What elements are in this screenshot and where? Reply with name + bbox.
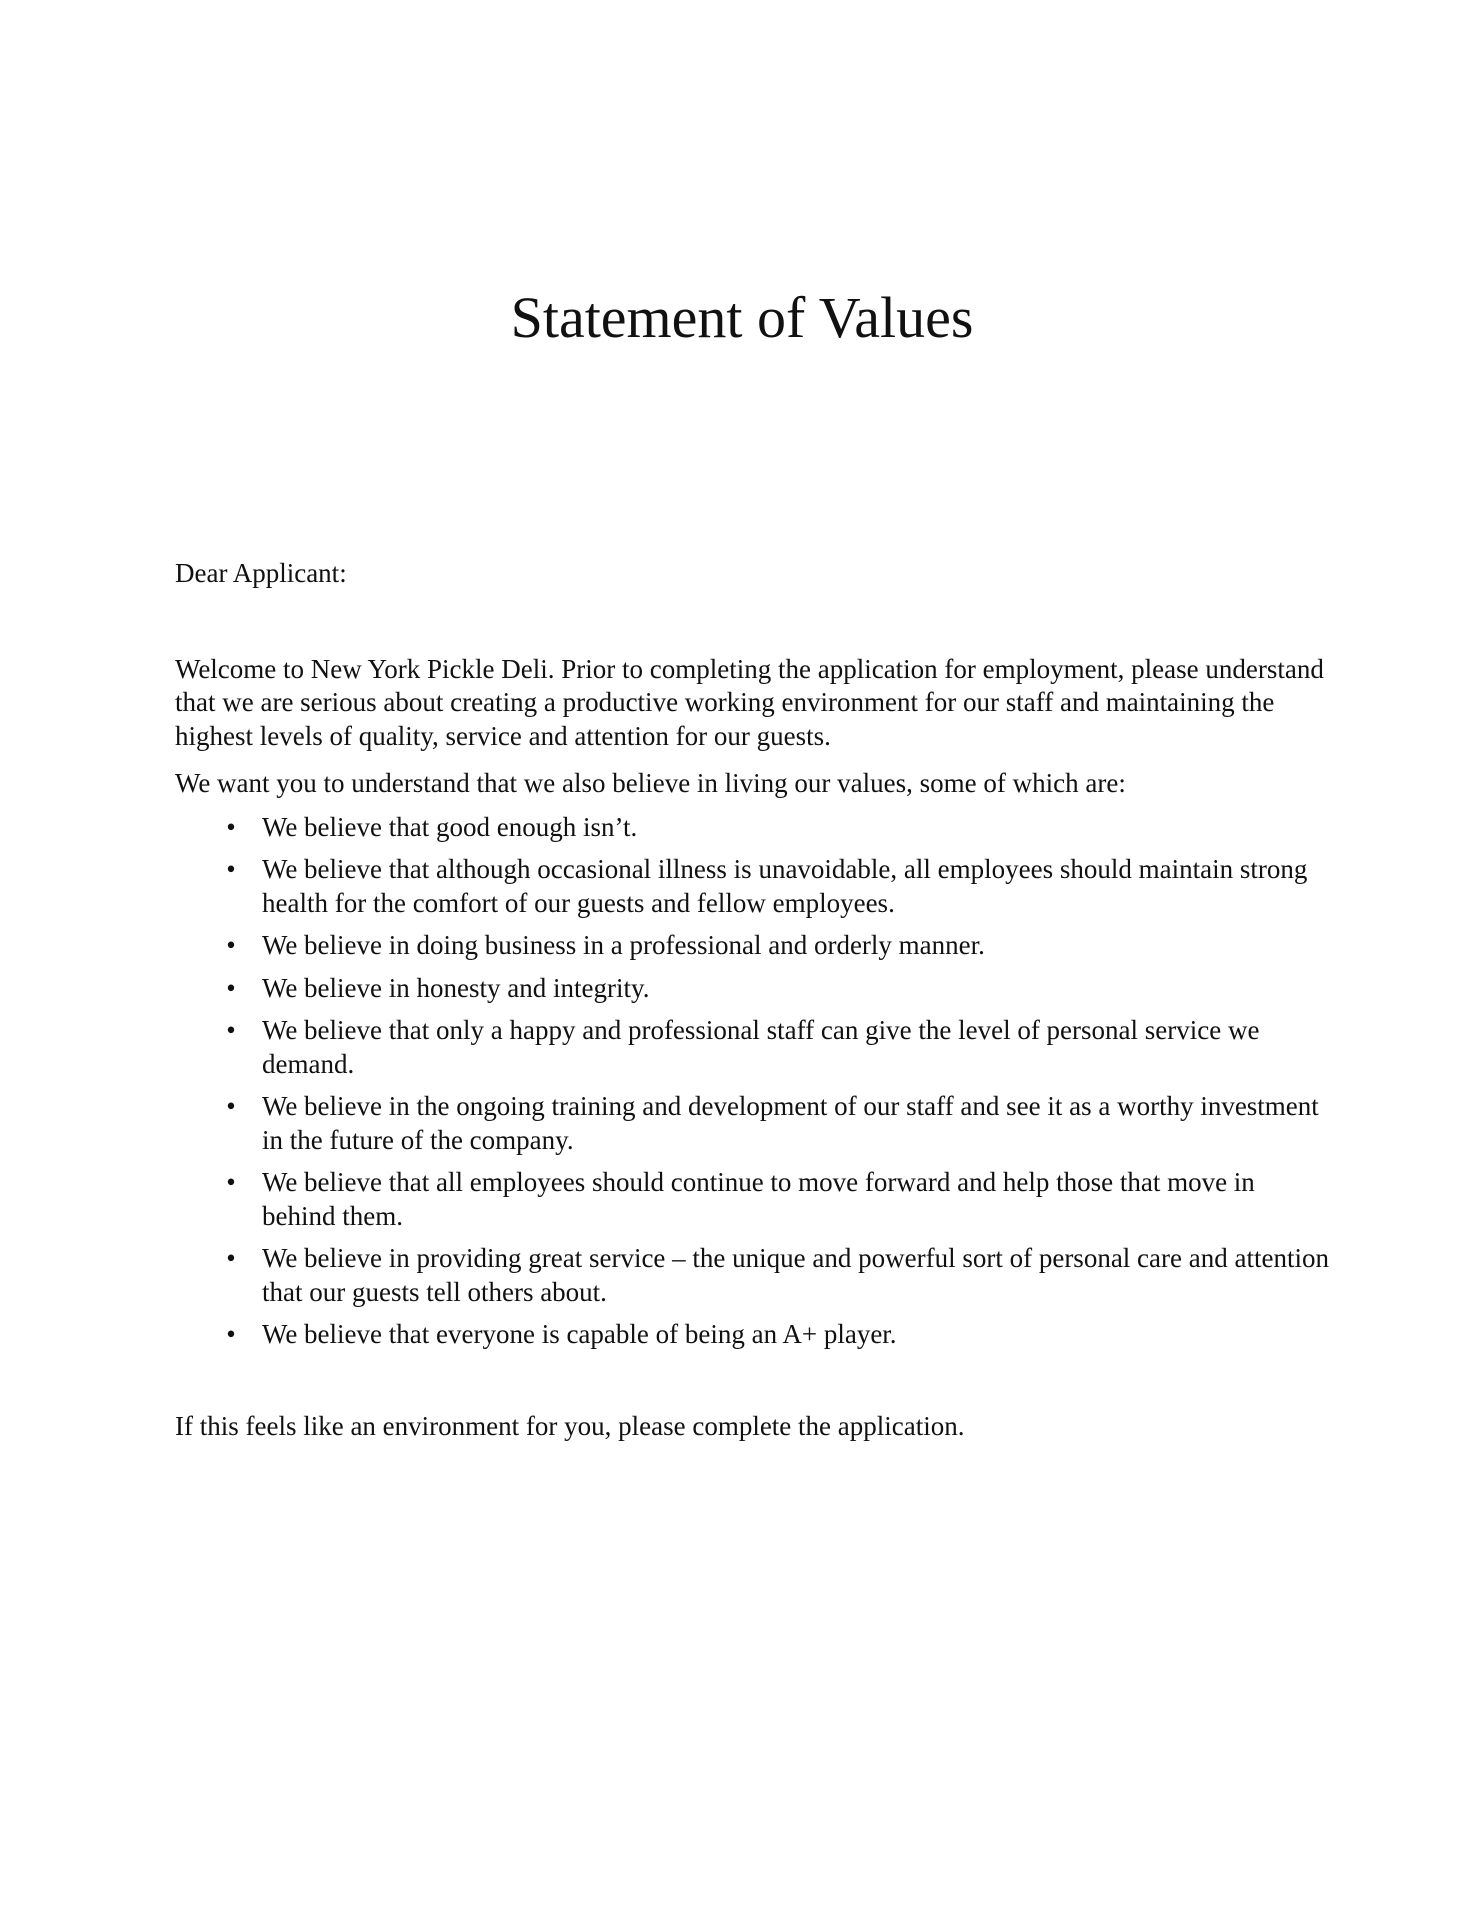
- value-text: We believe that good enough isn’t.: [262, 811, 638, 842]
- list-item: [175, 1318, 1335, 1352]
- list-item: [175, 853, 1335, 920]
- list-item: [175, 1014, 1335, 1081]
- closing-paragraph: If this feels like an environment for you, please complete the application.: [175, 1410, 965, 1441]
- document-title: Statement of Values: [510, 285, 974, 350]
- salutation: Dear Applicant:: [175, 558, 347, 588]
- bullet-icon: •: [226, 930, 236, 960]
- value-text: We believe in the ongoing training and development of our staff and see it as a worthy investment in the future of the company.: [262, 1091, 1319, 1155]
- value-text: We believe that all employees should continue to move forward and help those that move in behind them.: [262, 1167, 1255, 1231]
- bullet-icon: •: [226, 1167, 236, 1197]
- value-text: We believe in doing business in a professional and orderly manner.: [262, 930, 985, 960]
- list-item: [175, 929, 1335, 963]
- value-text: We believe in honesty and integrity.: [262, 972, 650, 1003]
- bullet-icon: •: [226, 1319, 236, 1349]
- value-text: We believe that although occasional illness is unavoidable, all employees should maintain strong health for the comfort of our guests and fellow employees.: [262, 854, 1308, 918]
- value-text: We believe in providing great service – the unique and powerful sort of personal care and attention that our guests tell others about.: [262, 1243, 1329, 1307]
- letter-body: [175, 557, 1335, 1443]
- list-item: [175, 1242, 1335, 1309]
- list-item: [175, 1090, 1335, 1157]
- intro-paragraph: Welcome to New York Pickle Deli. Prior to completing the application for employment, please understand that we are serious about creating a productive working environment for our staff and maintaining the highest levels of quality, service and attention for our guests.: [175, 653, 1324, 751]
- list-item: [175, 811, 1335, 845]
- bullet-icon: •: [226, 811, 236, 842]
- bullet-icon: •: [226, 854, 236, 884]
- list-item: [175, 1166, 1335, 1233]
- values-lead-in: We want you to understand that we also believe in living our values, some of which are:: [175, 768, 1126, 798]
- bullet-icon: •: [226, 1243, 236, 1273]
- bullet-icon: •: [226, 972, 236, 1003]
- bullet-icon: •: [226, 1015, 236, 1045]
- value-text: We believe that only a happy and professional staff can give the level of personal service we demand.: [262, 1015, 1260, 1079]
- value-text: We believe that everyone is capable of being an A+ player.: [262, 1319, 897, 1349]
- values-list: [175, 811, 1335, 1352]
- bullet-icon: •: [226, 1091, 236, 1121]
- list-item: [175, 972, 1335, 1006]
